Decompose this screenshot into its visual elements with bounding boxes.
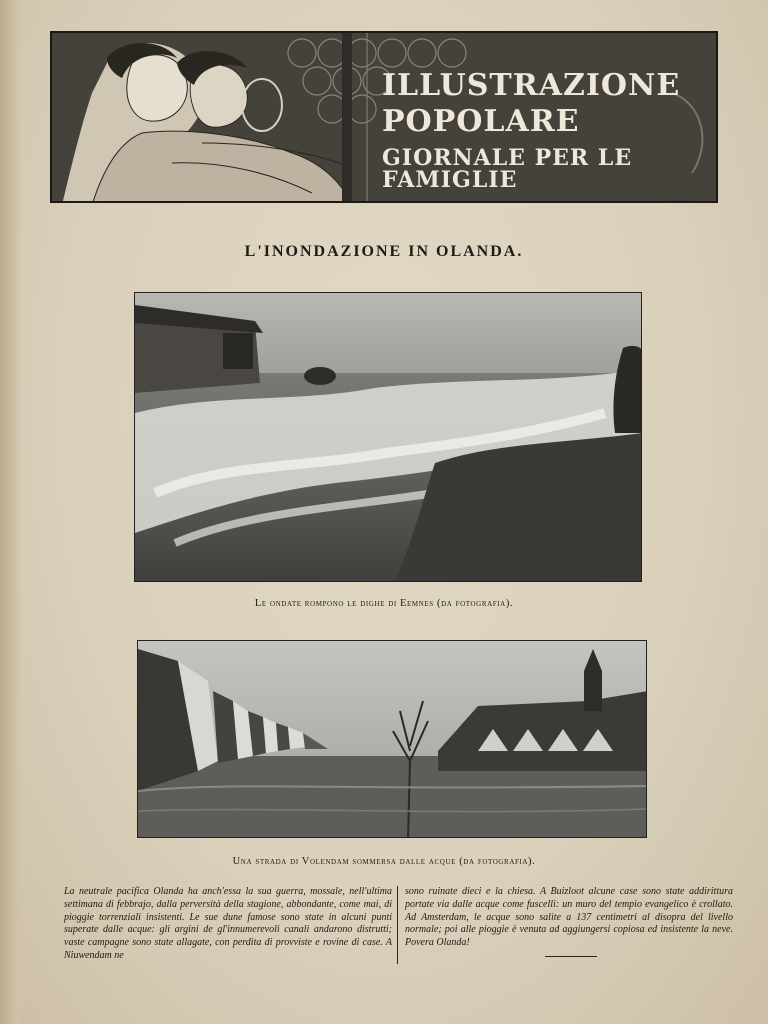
masthead-subtitle: GIORNALE PER LE FAMIGLIE: [382, 145, 633, 193]
masthead-title-line1: ILLUSTRAZIONE: [382, 68, 681, 103]
page-spine: [0, 0, 22, 1024]
photo2-caption: Una strada di Volendam sommersa dalle acque (da fotografia).: [232, 856, 536, 867]
column-divider: [397, 886, 398, 964]
photo-eemnes-dikes: [134, 292, 642, 582]
article-column-left: La neutrale pacifica Olanda ha anch'essa la sua guerra, mossale, nell'ultima settimana di febbrajo, dalla perversità della stagione, abbondante, come mai, di pioggie torrenziali insistenti. Le sue dune famose sono state in alcuni punti superate dalle acque: gli argini de gl'innumerevoli canali andarono distrutti; vaste campagne sono state allagate, con perdita di provviste e rovine di case. A Niuwendam ne: [64, 886, 392, 961]
masthead-title: [382, 68, 717, 193]
masthead-title-line2: POPOLARE: [382, 104, 580, 139]
article-headline: L'INONDAZIONE IN OLANDA.: [244, 243, 524, 260]
photo1-caption: Le ondate rompono le dighe di Eemnes (da fotografia).: [254, 598, 514, 609]
article-column-right: sono ruinate dieci e la chiesa. A Buizloot alcune case sono state addirittura portate via dalle acque come fuscelli: un muro del tempio evangelico è crollato. Ad Amsterdam, le acque sono salite a 137 centimetri al disopra del livello normale; poi alle pioggie è venuta ad aggiungersi copiosa ed insistente la neve. Povera Olanda!: [405, 886, 733, 949]
masthead-banner: [50, 31, 718, 203]
photo-volendam-street: [137, 640, 647, 838]
article-end-rule: [545, 956, 597, 957]
